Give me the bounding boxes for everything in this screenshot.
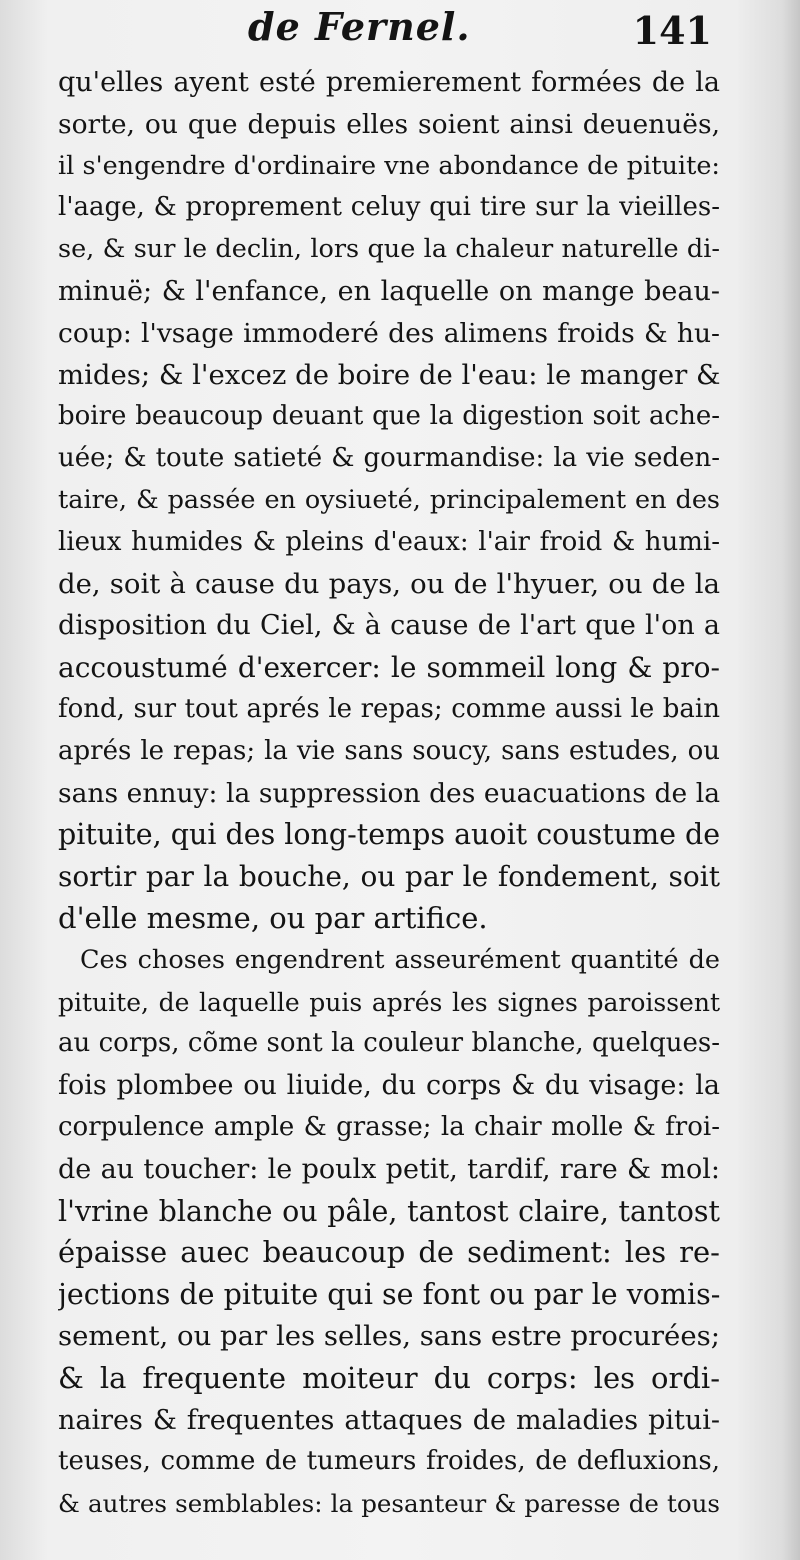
text-line: coup: l'vsage immoderé des alimens froids & hu- (58, 317, 720, 349)
text-line: sorte, ou que depuis elles soient ainsi deuenuës, (58, 108, 720, 140)
text-line: taire, & passée en oysiueté, principalement en des (58, 484, 720, 515)
text-line: de au toucher: le poulx petit, tardif, rare & mol: (58, 1153, 720, 1185)
running-title: de Fernel. (248, 4, 471, 49)
body-text (58, 62, 720, 1525)
text-line: jections de pituite qui se font ou par le vomis- (58, 1278, 720, 1312)
text-line: naires & frequentes attaques de maladies pitui- (58, 1404, 720, 1436)
page-edge-shadow (782, 0, 800, 1560)
text-line: l'aage, & proprement celuy qui tire sur la vieilles- (58, 192, 720, 223)
text-line: corpulence ample & grasse; la chair molle & froi- (58, 1111, 720, 1142)
text-line: de, soit à cause du pays, ou de l'hyuer, ou de la (58, 567, 720, 600)
text-line: uée; & toute satieté & gourmandise: la vie seden- (58, 443, 720, 474)
text-line: se, & sur le declin, lors que la chaleur naturelle di- (58, 234, 720, 265)
text-line: Ces choses engendrent asseurément quantité de (80, 944, 720, 975)
text-line: & la frequente moiteur du corps: les ordi- (58, 1360, 720, 1395)
text-line: fond, sur tout aprés le repas; comme aussi le bain (58, 693, 720, 724)
page-header (0, 4, 800, 54)
text-line: pituite, de laquelle puis aprés les signes paroissent (58, 987, 720, 1017)
text-line: minuë; & l'enfance, en laquelle on mange beau- (58, 275, 720, 307)
page-number: 141 (632, 8, 712, 53)
text-line: l'vrine blanche ou pâle, tantost claire, tantost (58, 1194, 720, 1228)
text-line: accoustumé d'exercer: le sommeil long & pro- (58, 651, 720, 685)
text-line: sans ennuy: la suppression des euacuations de la (58, 777, 720, 809)
text-line: pituite, qui des long-temps auoit coustume de (58, 818, 720, 852)
text-line: sortir par la bouche, ou par le fondement, soit (58, 860, 720, 894)
text-line: mides; & l'excez de boire de l'eau: le manger & (58, 358, 720, 391)
text-line: aprés le repas; la vie sans soucy, sans estudes, ou (58, 735, 720, 766)
text-line: teuses, comme de tumeurs froides, de defluxions, (58, 1446, 720, 1477)
text-line: & autres semblables: la pesanteur & paresse de tous (58, 1489, 720, 1519)
text-line: disposition du Ciel, & à cause de l'art que l'on a (58, 610, 720, 642)
text-line: fois plombee ou liuide, du corps & du visage: la (58, 1070, 720, 1102)
text-line: lieux humides & pleins d'eaux: l'air froid & humi- (58, 526, 720, 557)
text-line: sement, ou par les selles, sans estre procurées; (58, 1319, 720, 1352)
text-line: qu'elles ayent esté premierement formées de la (58, 67, 720, 98)
text-line: boire beaucoup deuant que la digestion soit ache- (58, 401, 720, 432)
text-line: il s'engendre d'ordinaire vne abondance de pituite: (58, 150, 720, 181)
text-line: au corps, cõme sont la couleur blanche, quelques- (58, 1028, 720, 1059)
text-line: d'elle mesme, ou par artifice. (58, 900, 488, 935)
text-line: épaisse auec beaucoup de sediment: les re- (58, 1235, 720, 1270)
